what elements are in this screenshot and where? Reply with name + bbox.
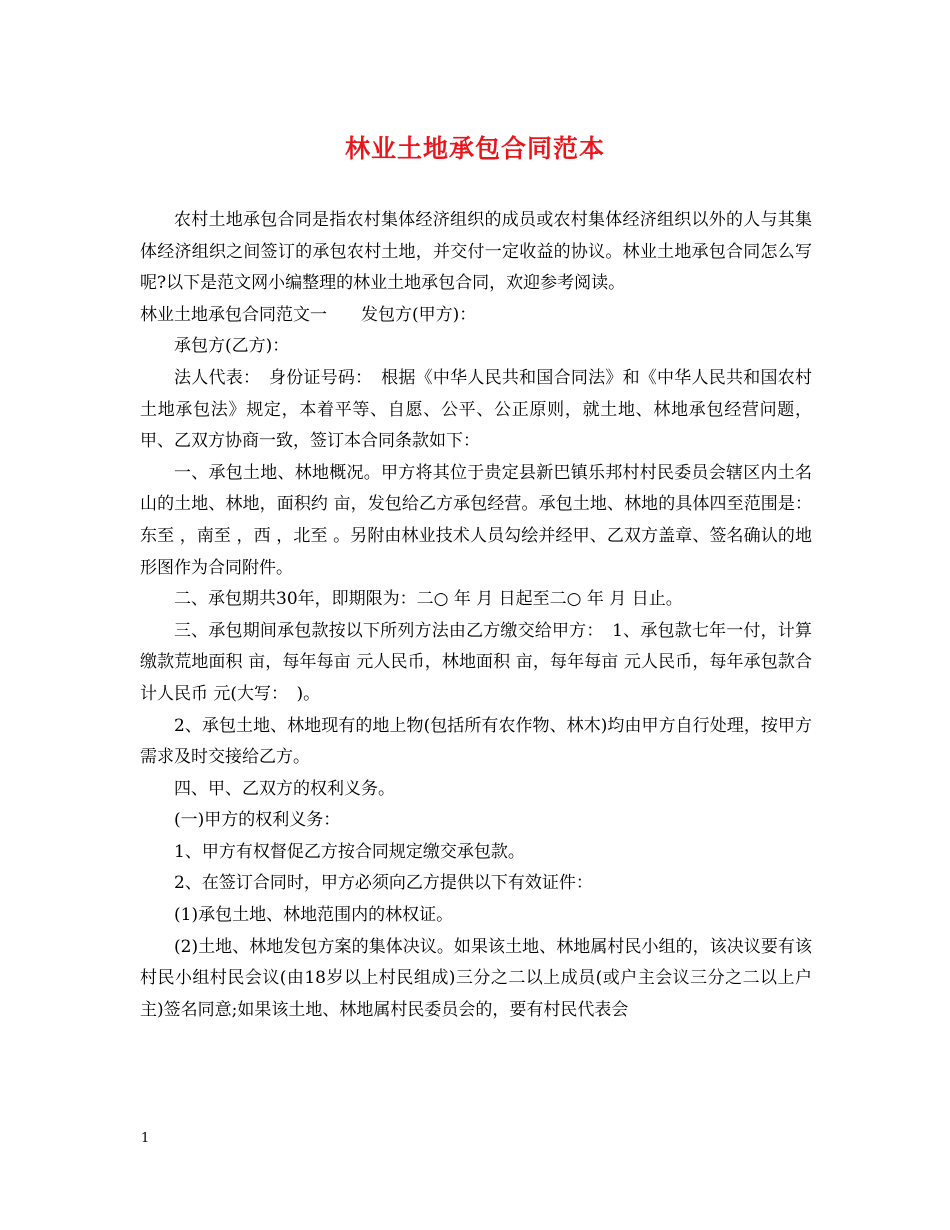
paragraph-article-1: 一、承包土地、林地概况。甲方将其位于贵定县新巴镇乐邦村村民委员会辖区内土名 山的土地、林地，面积约 亩，发包给乙方承包经营。承包土地、林地的具体四至范围是：东至 ，南至 ，西 ，北至 。另附由林业技术人员勾绘并经甲、乙双方盖章、签名确认的地形图作为合同附件。: [140, 462, 812, 578]
paragraph-sample-heading: 林业土地承包合同范文一 发包方(甲方)：: [140, 304, 477, 325]
paragraph-article-2: 二、承包期共30年，即期限为：二○ 年 月 日起至二○ 年 月 日止。: [174, 589, 683, 610]
paragraph-party-b: 承包方(乙方)：: [174, 336, 290, 357]
paragraph-intro: 农村土地承包合同是指农村集体经济组织的成员或农村集体经济组织以外的人与其集体经济组织之间签订的承包农村土地，并交付一定收益的协议。林业土地承包合同怎么写呢?以下是范文网小编整理的林业土地承包合同，欢迎参考阅读。: [140, 210, 812, 294]
page-number: 1: [141, 1131, 150, 1146]
paragraph-article-3-item-2: 2、承包土地、林地现有的地上物(包括所有农作物、林木)均由甲方自行处理，按甲方需求及时交接给乙方。: [140, 715, 812, 768]
paragraph-party-a-item-1: 1、甲方有权督促乙方按合同规定缴交承包款。: [174, 841, 525, 862]
paragraph-legal-basis: 法人代表： 身份证号码： 根据《中华人民共和国合同法》和《中华人民共和国农村土地承包法》规定，本着平等、自愿、公平、公正原则，就土地、林地承包经营问题，甲、乙双方协商一致，签订本合同条款如下：: [140, 367, 812, 452]
paragraph-certificate-1: (1)承包土地、林地范围内的林权证。: [174, 905, 454, 926]
paragraph-article-3: 三、承包期间承包款按以下所列方法由乙方缴交给甲方： 1、承包款七年一付，计算缴款荒地面积 亩，每年每亩 元人民币，林地面积 亩，每年每亩 元人民币，每年承包款合计人民币 元(大写： )。: [140, 620, 812, 704]
paragraph-party-a-rights: (一)甲方的权利义务：: [174, 810, 341, 831]
paragraph-certificate-2: (2)土地、林地发包方案的集体决议。如果该土地、林地属村民小组的，该决议要有该村民小组村民会议(由18岁以上村民组成)三分之二以上成员(或户主会议三分之二以上户主)签名同意;如果该土地、林地属村民委员会的，要有村民代表会: [140, 936, 812, 1020]
document-title: 林业土地承包合同范本: [344, 134, 605, 163]
paragraph-article-4: 四、甲、乙双方的权利义务。: [174, 778, 395, 799]
document-body: [140, 205, 812, 1026]
paragraph-party-a-item-2: 2、在签订合同时，甲方必须向乙方提供以下有效证件：: [174, 873, 593, 894]
